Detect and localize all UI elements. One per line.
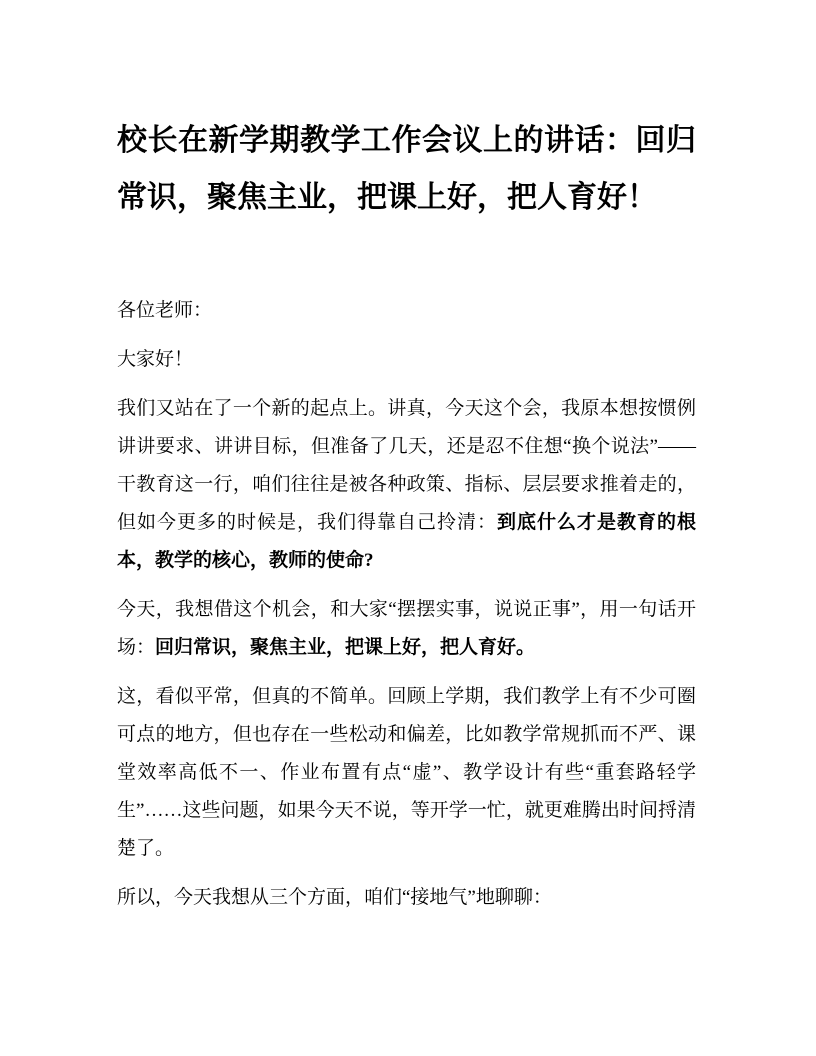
text-run: 各位老师： — [117, 300, 213, 321]
text-run: 大家好！ — [117, 349, 194, 370]
bold-text-run: 到底什么才是教育的根本，教学的核心，教师的使命? — [117, 512, 696, 571]
text-run: 今天，我想借这个机会，和大家“摆摆实事，说说正事”，用一句话开场： — [117, 599, 696, 658]
text-run: 这，看似平常，但真的不简单。回顾上学期，我们教学上有不少可圈可点的地方，但也存在一些松动和偏差，比如教学常规抓而不严、课堂效率高低不一、作业布置有点“虚”、教学设计有些“重套路轻学生”……这些问题，如果今天不说，等开学一忙，就更难腾出时间捋清楚了。 — [117, 686, 696, 859]
bold-text-run: 回归常识，聚焦主业，把课上好，把人育好。 — [155, 637, 536, 658]
text-run: 我们又站在了一个新的起点上。讲真，今天这个会，我原本想按惯例讲讲要求、讲讲目标，但准备了几天，还是忍不住想“换个说法”——干教育这一行，咱们往往是被各种政策、指标、层层要求推着走的，但如今更多的时候是，我们得靠自己拎清： — [117, 398, 696, 533]
paragraph — [117, 341, 696, 379]
document-body — [117, 292, 696, 917]
paragraph — [117, 879, 696, 917]
paragraph — [117, 292, 696, 330]
document-title: 校长在新学期教学工作会议上的讲话：回归常识，聚焦主业，把课上好，把人育好！ — [117, 124, 696, 214]
paragraph — [117, 678, 696, 868]
text-run: 所以，今天我想从三个方面，咱们“接地气”地聊聊： — [117, 887, 552, 908]
paragraph — [117, 390, 696, 580]
paragraph — [117, 591, 696, 667]
